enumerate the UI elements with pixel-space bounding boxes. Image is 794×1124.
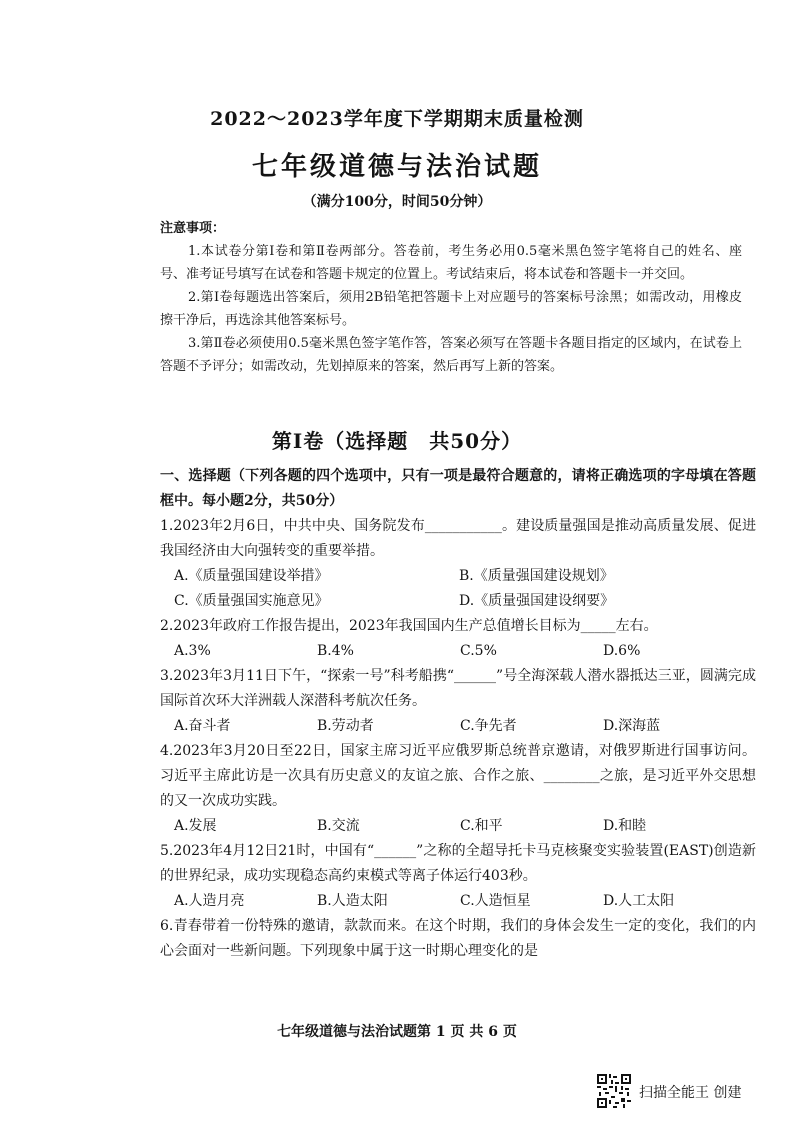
question-4	[160, 739, 756, 839]
question-stem: 3.2023年3月11日下午，“探索一号”科考船携“______”号全海深载人潜水器抵达三亚，圆满完成国际首次环大洋洲载人深潜科考航次任务。	[160, 668, 756, 709]
option-a: A.奋斗者	[174, 718, 231, 734]
notice-heading: 注意事项：	[160, 221, 226, 236]
option-group	[160, 564, 756, 614]
option-group	[160, 814, 756, 839]
question-stem: 4.2023年3月20日至22日，国家主席习近平应俄罗斯总统普京邀请，对俄罗斯进行国事访问。习近平主席此访是一次具有历史意义的友谊之旅、合作之旅、________之旅，是习近平外交思想的又一次成功实践。	[160, 743, 756, 809]
option-b: B.4%	[317, 643, 354, 659]
exam-title: 2022～2023学年度下学期期末质量检测	[210, 108, 584, 130]
section-instruction: 一、选择题（下列各题的四个选项中，只有一项是最符合题意的，请将正确选项的字母填在答题框中。每小题2分，共50分）	[160, 468, 756, 509]
question-stem: 1.2023年2月6日，中共中央、国务院发布___________。建设质量强国是推动高质量发展、促进我国经济由大向强转变的重要举措。	[160, 518, 756, 559]
question-5	[160, 839, 756, 914]
exam-subtitle: 七年级道德与法治试题	[251, 152, 542, 182]
question-6	[160, 914, 756, 964]
notice-item: 1.本试卷分第Ⅰ卷和第Ⅱ卷两部分。答卷前，考生务必用0.5毫米黑色签字笔将自己的姓名、座号、准考证号填写在试卷和答题卡规定的位置上。考试结束后，将本试卷和答题卡一并交回。	[160, 244, 742, 282]
section-title: 第Ⅰ卷（选择题 共50分）	[271, 429, 523, 453]
question-2	[160, 614, 756, 664]
option-c: C.争先者	[460, 718, 517, 734]
option-a: A.人造月亮	[174, 893, 245, 909]
option-c: C.5%	[460, 643, 497, 659]
option-group	[160, 889, 756, 914]
qr-code-icon	[597, 1074, 631, 1108]
notice-block	[160, 217, 742, 378]
question-3	[160, 664, 756, 739]
question-1	[160, 514, 756, 614]
question-stem: 2.2023年政府工作报告提出，2023年我国国内生产总值增长目标为_____左右。	[160, 618, 658, 634]
score-info: （满分100分，时间50分钟）	[302, 194, 492, 210]
option-b: B.人造太阳	[317, 893, 388, 909]
option-a: A.《质量强国建设举措》	[174, 568, 329, 584]
option-group	[160, 714, 756, 739]
option-a: A.发展	[174, 818, 217, 834]
option-b: B.劳动者	[317, 718, 374, 734]
option-group	[160, 639, 756, 664]
page-footer: 七年级道德与法治试题第 1 页 共 6 页	[277, 1024, 517, 1040]
option-a: A.3%	[174, 643, 211, 659]
option-d: D.人工太阳	[603, 893, 675, 909]
notice-item: 3.第Ⅱ卷必须使用0.5毫米黑色签字笔作答，答案必须写在答题卡各题目指定的区域内，在试卷上答题不予评分；如需改动，先划掉原来的答案，然后再写上新的答案。	[160, 336, 742, 374]
option-d: D.深海蓝	[603, 718, 661, 734]
option-d: D.和睦	[603, 818, 647, 834]
option-c: C.《质量强国实施意见》	[174, 593, 329, 609]
notice-item: 2.第Ⅰ卷每题选出答案后，须用2B铅笔把答题卡上对应题号的答案标号涂黑；如需改动，用橡皮擦干净后，再选涂其他答案标号。	[160, 290, 742, 328]
option-d: D.《质量强国建设纲要》	[459, 593, 615, 609]
question-stem: 5.2023年4月12日21时，中国有“______”之称的全超导托卡马克核聚变实验装置(EAST)创造新的世界纪录，成功实现稳态高约束模式等离子体运行403秒。	[160, 843, 756, 884]
option-b: B.《质量强国建设规划》	[459, 568, 614, 584]
option-c: C.人造恒星	[460, 893, 531, 909]
option-d: D.6%	[603, 643, 641, 659]
question-stem: 6.青春带着一份特殊的邀请，款款而来。在这个时期，我们的身体会发生一定的变化，我们的内心会面对一些新问题。下列现象中属于这一时期心理变化的是	[160, 918, 756, 959]
scanner-label: 扫描全能王 创建	[639, 1085, 742, 1101]
option-c: C.和平	[460, 818, 503, 834]
question-list	[160, 464, 756, 964]
scanner-watermark	[597, 1072, 787, 1112]
option-b: B.交流	[317, 818, 360, 834]
